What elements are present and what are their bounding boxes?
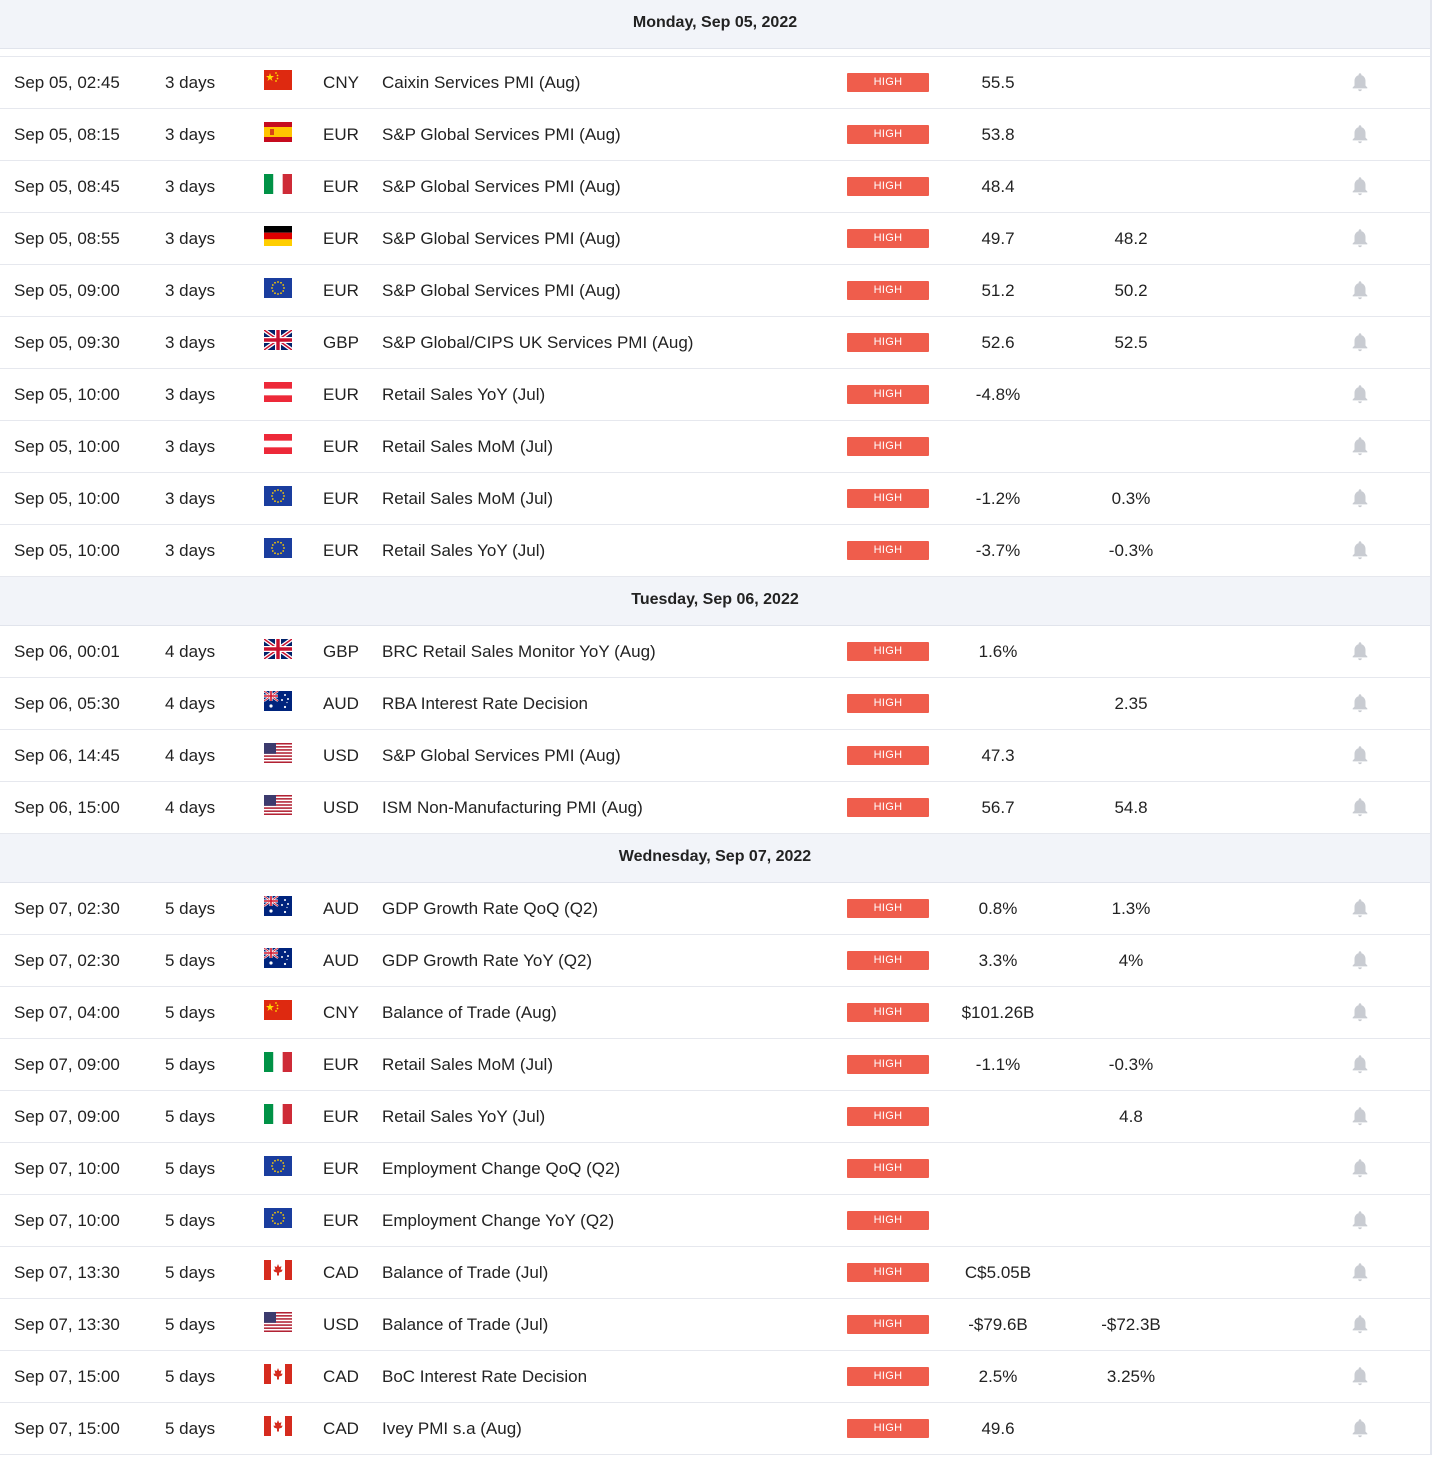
event-previous: 52.6 [981,333,1015,352]
event-countdown: 3 days [165,541,216,560]
flag-us-icon [264,795,292,815]
importance-badge: HIGH [847,1211,929,1230]
event-time: Sep 05, 10:00 [14,437,120,456]
event-countdown: 5 days [165,951,216,970]
event-time: Sep 05, 08:45 [14,177,120,196]
bell-icon[interactable] [1349,1209,1371,1231]
event-previous: -3.7% [975,541,1021,560]
event-time: Sep 07, 09:00 [14,1107,120,1126]
event-forecast: -0.3% [1108,541,1154,560]
bell-icon[interactable] [1349,1417,1371,1439]
event-currency: EUR [323,281,359,300]
event-name[interactable]: S&P Global Services PMI (Aug) [382,746,621,765]
event-countdown: 4 days [165,694,216,713]
flag-de-icon [264,226,292,246]
flag-it-icon [264,1052,292,1072]
event-name[interactable]: S&P Global/CIPS UK Services PMI (Aug) [382,333,694,352]
event-name[interactable]: Caixin Services PMI (Aug) [382,73,581,92]
event-row[interactable] [0,782,1430,834]
event-row[interactable] [0,525,1430,577]
bell-icon[interactable] [1349,949,1371,971]
flag-eu-icon [264,1208,292,1228]
event-name[interactable]: Retail Sales YoY (Jul) [382,1107,546,1126]
bell-icon[interactable] [1349,1157,1371,1179]
bell-icon[interactable] [1349,435,1371,457]
event-name[interactable]: Employment Change YoY (Q2) [382,1211,615,1230]
event-currency: GBP [323,642,359,661]
event-currency: EUR [323,1211,359,1230]
event-countdown: 5 days [165,1211,216,1230]
bell-icon[interactable] [1349,331,1371,353]
event-name[interactable]: Balance of Trade (Aug) [382,1003,557,1022]
flag-eu-icon [264,278,292,298]
event-countdown: 5 days [165,1367,216,1386]
event-previous: 49.6 [981,1419,1015,1438]
event-time: Sep 05, 09:00 [14,281,120,300]
event-row[interactable] [0,678,1430,730]
event-previous: 0.8% [978,899,1018,918]
event-row[interactable] [0,161,1430,213]
event-name[interactable]: Retail Sales MoM (Jul) [382,489,553,508]
bell-icon[interactable] [1349,897,1371,919]
event-forecast: 1.3% [1111,899,1151,918]
importance-badge: HIGH [847,642,929,661]
event-currency: EUR [323,489,359,508]
event-name[interactable]: GDP Growth Rate YoY (Q2) [382,951,593,970]
event-row[interactable] [0,1039,1430,1091]
event-time: Sep 05, 08:15 [14,125,120,144]
event-currency: EUR [323,125,359,144]
event-row[interactable] [0,626,1430,678]
event-countdown: 3 days [165,229,216,248]
event-time: Sep 06, 15:00 [14,798,120,817]
importance-badge: HIGH [847,541,929,560]
event-time: Sep 05, 10:00 [14,385,120,404]
event-countdown: 3 days [165,73,216,92]
flag-us-icon [264,743,292,763]
flag-ca-icon [264,1416,292,1436]
event-time: Sep 05, 09:30 [14,333,120,352]
event-currency: EUR [323,437,359,456]
event-row[interactable] [0,369,1430,421]
event-countdown: 3 days [165,333,216,352]
event-name[interactable]: ISM Non-Manufacturing PMI (Aug) [382,798,643,817]
event-row[interactable] [0,1403,1430,1455]
event-forecast: -$72.3B [1101,1315,1161,1334]
bell-icon[interactable] [1349,1365,1371,1387]
event-currency: AUD [323,694,359,713]
event-countdown: 3 days [165,437,216,456]
event-countdown: 3 days [165,125,216,144]
event-row[interactable] [0,730,1430,782]
event-previous: 55.5 [981,73,1015,92]
event-name[interactable]: Balance of Trade (Jul) [382,1263,549,1282]
event-row[interactable] [0,317,1430,369]
event-currency: USD [323,798,359,817]
event-row[interactable] [0,987,1430,1039]
event-name[interactable]: S&P Global Services PMI (Aug) [382,177,621,196]
event-countdown: 5 days [165,1263,216,1282]
flag-at-icon [264,434,292,454]
event-previous: $101.26B [961,1003,1035,1022]
event-row[interactable] [0,473,1430,525]
bell-icon[interactable] [1349,1261,1371,1283]
importance-badge: HIGH [847,125,929,144]
event-name[interactable]: Balance of Trade (Jul) [382,1315,549,1334]
flag-gb-icon [264,330,292,350]
event-currency: EUR [323,1055,359,1074]
event-previous: 47.3 [981,746,1015,765]
event-time: Sep 07, 10:00 [14,1211,120,1230]
event-currency: EUR [323,1107,359,1126]
importance-badge: HIGH [847,437,929,456]
event-row[interactable] [0,1143,1430,1195]
event-time: Sep 05, 10:00 [14,489,120,508]
event-row[interactable] [0,1299,1430,1351]
bell-icon[interactable] [1349,1053,1371,1075]
event-countdown: 3 days [165,177,216,196]
event-currency: CAD [323,1367,359,1386]
event-row[interactable] [0,883,1430,935]
event-currency: USD [323,746,359,765]
event-currency: CAD [323,1263,359,1282]
event-currency: AUD [323,951,359,970]
event-name[interactable]: S&P Global Services PMI (Aug) [382,125,621,144]
bell-icon[interactable] [1349,227,1371,249]
event-currency: EUR [323,229,359,248]
event-countdown: 5 days [165,1159,216,1178]
day-header: Monday, Sep 05, 2022 [0,0,1430,49]
flag-es-icon [264,122,292,142]
bell-icon[interactable] [1349,123,1371,145]
day-header: Tuesday, Sep 06, 2022 [0,577,1430,626]
bell-icon[interactable] [1349,71,1371,93]
importance-badge: HIGH [847,333,929,352]
event-forecast: 48.2 [1114,229,1148,248]
importance-badge: HIGH [847,798,929,817]
event-time: Sep 07, 15:00 [14,1419,120,1438]
event-countdown: 3 days [165,281,216,300]
event-currency: CNY [323,1003,359,1022]
event-previous: 49.7 [981,229,1015,248]
event-previous: -$79.6B [968,1315,1028,1334]
importance-badge: HIGH [847,281,929,300]
event-currency: EUR [323,177,359,196]
event-forecast: 0.3% [1111,489,1151,508]
importance-badge: HIGH [847,1315,929,1334]
event-previous: 3.3% [978,951,1018,970]
event-currency: AUD [323,899,359,918]
flag-au-icon [264,896,292,916]
event-countdown: 4 days [165,746,216,765]
flag-us-icon [264,1312,292,1332]
flag-ca-icon [264,1260,292,1280]
importance-badge: HIGH [847,1003,929,1022]
importance-badge: HIGH [847,1367,929,1386]
event-currency: EUR [323,541,359,560]
flag-cn-icon [264,1000,292,1020]
event-previous: -1.2% [975,489,1021,508]
flag-eu-icon [264,538,292,558]
event-forecast: 2.35 [1114,694,1148,713]
importance-badge: HIGH [847,899,929,918]
event-name[interactable]: GDP Growth Rate QoQ (Q2) [382,899,599,918]
event-row[interactable] [0,265,1430,317]
bell-icon[interactable] [1349,1313,1371,1335]
importance-badge: HIGH [847,1159,929,1178]
bell-icon[interactable] [1349,279,1371,301]
event-previous: -4.8% [975,385,1021,404]
event-previous: 48.4 [981,177,1015,196]
event-time: Sep 06, 14:45 [14,746,120,765]
event-countdown: 5 days [165,899,216,918]
event-time: Sep 07, 13:30 [14,1263,120,1282]
event-row[interactable] [0,935,1430,987]
importance-badge: HIGH [847,746,929,765]
event-name[interactable]: Retail Sales YoY (Jul) [382,385,546,404]
flag-it-icon [264,174,292,194]
header-spacer [0,49,1430,57]
event-name[interactable]: Ivey PMI s.a (Aug) [382,1419,522,1438]
importance-badge: HIGH [847,489,929,508]
event-currency: CNY [323,73,359,92]
event-time: Sep 07, 15:00 [14,1367,120,1386]
event-time: Sep 06, 00:01 [14,642,120,661]
flag-cn-icon [264,70,292,90]
event-row[interactable] [0,1247,1430,1299]
event-currency: CAD [323,1419,359,1438]
event-row[interactable] [0,213,1430,265]
bell-icon[interactable] [1349,692,1371,714]
bell-icon[interactable] [1349,175,1371,197]
importance-badge: HIGH [847,951,929,970]
event-currency: EUR [323,385,359,404]
bell-icon[interactable] [1349,1001,1371,1023]
event-forecast: 54.8 [1114,798,1148,817]
flag-at-icon [264,382,292,402]
event-previous: 51.2 [981,281,1015,300]
event-name[interactable]: Employment Change QoQ (Q2) [382,1159,621,1178]
event-time: Sep 05, 10:00 [14,541,120,560]
event-time: Sep 07, 04:00 [14,1003,120,1022]
event-forecast: 4.8 [1119,1107,1143,1126]
bell-icon[interactable] [1349,640,1371,662]
event-name[interactable]: S&P Global Services PMI (Aug) [382,281,621,300]
flag-eu-icon [264,1156,292,1176]
event-time: Sep 07, 09:00 [14,1055,120,1074]
event-countdown: 5 days [165,1003,216,1022]
event-row[interactable] [0,109,1430,161]
event-currency: USD [323,1315,359,1334]
event-previous: 56.7 [981,798,1015,817]
event-countdown: 3 days [165,385,216,404]
flag-ca-icon [264,1364,292,1384]
event-currency: EUR [323,1159,359,1178]
event-countdown: 5 days [165,1419,216,1438]
event-row[interactable] [0,1091,1430,1143]
event-currency: GBP [323,333,359,352]
event-time: Sep 06, 05:30 [14,694,120,713]
event-row[interactable] [0,57,1430,109]
event-time: Sep 07, 02:30 [14,951,120,970]
importance-badge: HIGH [847,1107,929,1126]
event-name[interactable]: Retail Sales MoM (Jul) [382,1055,553,1074]
event-previous: C$5.05B [964,1263,1032,1282]
event-name[interactable]: BRC Retail Sales Monitor YoY (Aug) [382,642,656,661]
event-forecast: 4% [1118,951,1144,970]
importance-badge: HIGH [847,1419,929,1438]
event-time: Sep 05, 02:45 [14,73,120,92]
bell-icon[interactable] [1349,539,1371,561]
event-forecast: 3.25% [1106,1367,1156,1386]
event-previous: 2.5% [978,1367,1018,1386]
importance-badge: HIGH [847,229,929,248]
event-time: Sep 05, 08:55 [14,229,120,248]
day-header: Wednesday, Sep 07, 2022 [0,834,1430,883]
event-forecast: -0.3% [1108,1055,1154,1074]
bell-icon[interactable] [1349,487,1371,509]
flag-au-icon [264,691,292,711]
event-name[interactable]: Retail Sales MoM (Jul) [382,437,553,456]
flag-gb-icon [264,639,292,659]
event-countdown: 4 days [165,642,216,661]
importance-badge: HIGH [847,73,929,92]
event-name[interactable]: S&P Global Services PMI (Aug) [382,229,621,248]
event-name[interactable]: RBA Interest Rate Decision [382,694,588,713]
bell-icon[interactable] [1349,1105,1371,1127]
flag-it-icon [264,1104,292,1124]
event-row[interactable] [0,1195,1430,1247]
event-row[interactable] [0,421,1430,473]
event-time: Sep 07, 13:30 [14,1315,120,1334]
bell-icon[interactable] [1349,744,1371,766]
bell-icon[interactable] [1349,383,1371,405]
event-time: Sep 07, 10:00 [14,1159,120,1178]
event-countdown: 4 days [165,798,216,817]
importance-badge: HIGH [847,1263,929,1282]
flag-au-icon [264,948,292,968]
event-name[interactable]: Retail Sales YoY (Jul) [382,541,546,560]
event-forecast: 50.2 [1114,281,1148,300]
event-time: Sep 07, 02:30 [14,899,120,918]
importance-badge: HIGH [847,1055,929,1074]
flag-eu-icon [264,486,292,506]
event-countdown: 5 days [165,1107,216,1126]
event-countdown: 5 days [165,1315,216,1334]
event-previous: 53.8 [981,125,1015,144]
event-previous: 1.6% [978,642,1018,661]
importance-badge: HIGH [847,177,929,196]
event-countdown: 3 days [165,489,216,508]
event-forecast: 52.5 [1114,333,1148,352]
importance-badge: HIGH [847,694,929,713]
bell-icon[interactable] [1349,796,1371,818]
event-previous: -1.1% [975,1055,1021,1074]
importance-badge: HIGH [847,385,929,404]
event-countdown: 5 days [165,1055,216,1074]
event-name[interactable]: BoC Interest Rate Decision [382,1367,588,1386]
event-row[interactable] [0,1351,1430,1403]
